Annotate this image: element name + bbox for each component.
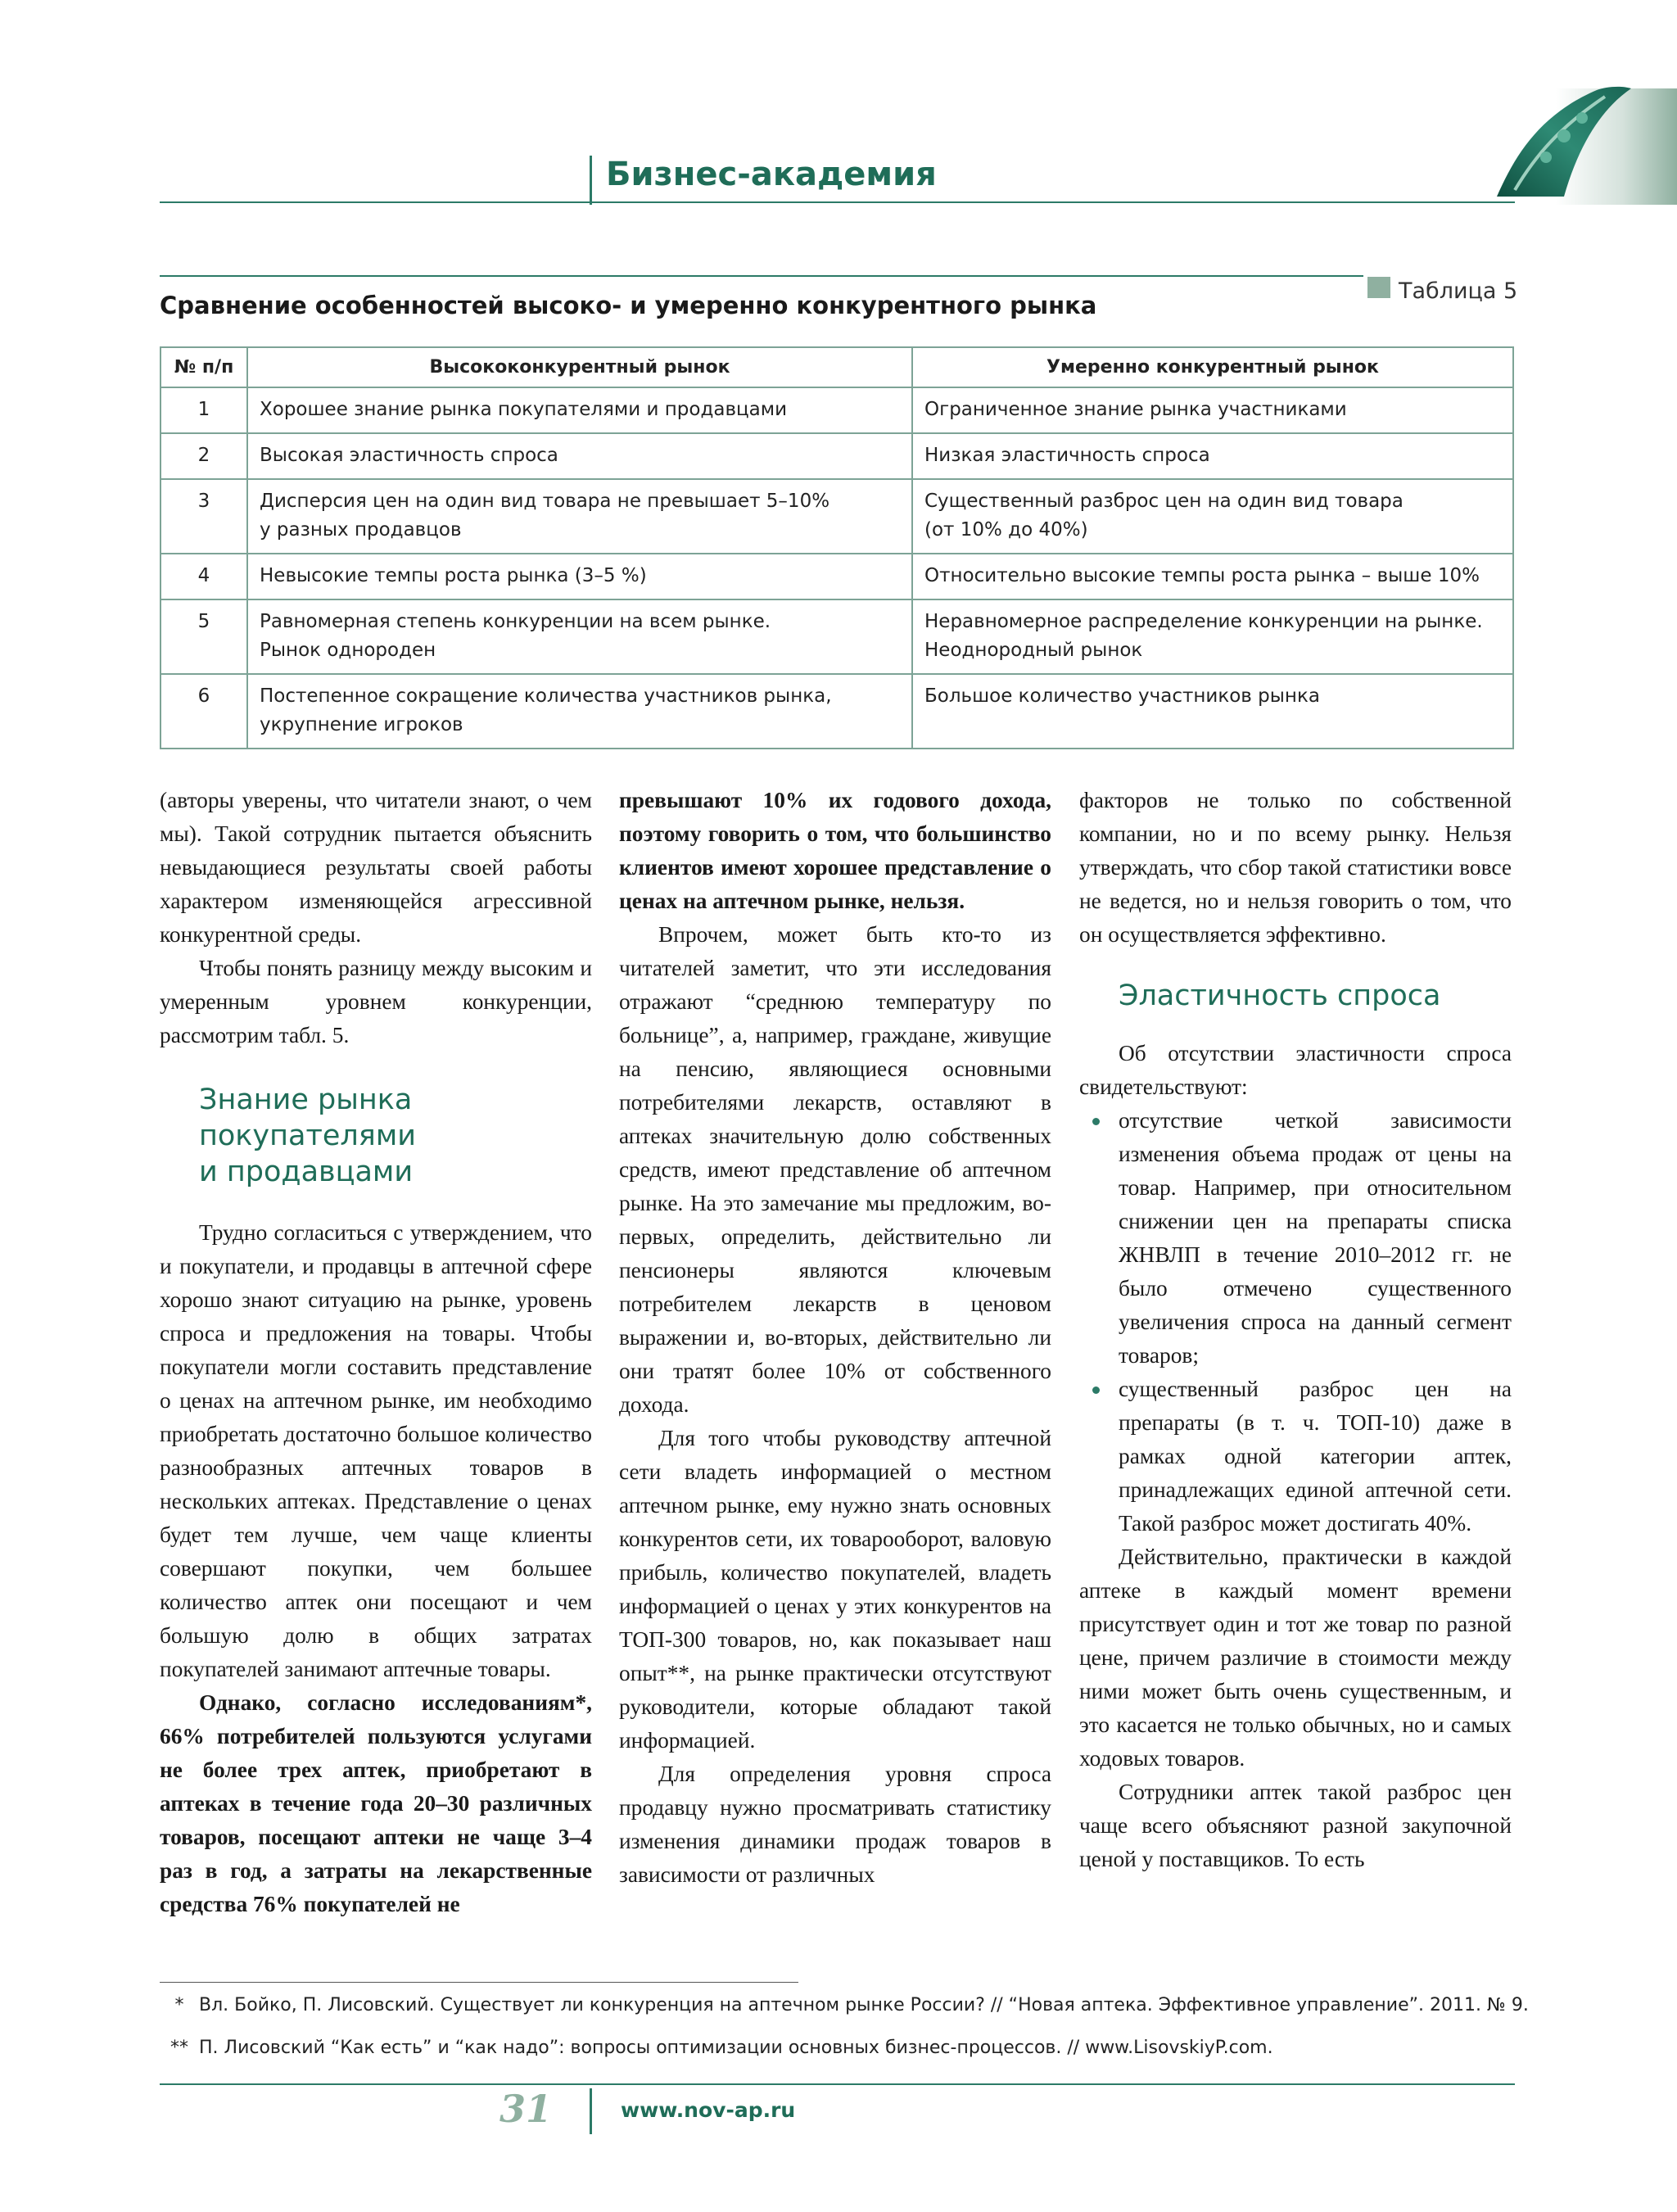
- cell-line: Равномерная степень конкуренции на всем рынке.: [260, 611, 771, 632]
- table-row: [160, 599, 1513, 674]
- site-link[interactable]: www.nov-ap.ru: [621, 2098, 796, 2122]
- bullet-list: [1079, 1104, 1512, 1540]
- header-divider: [590, 156, 592, 205]
- row-number: 4: [160, 554, 247, 599]
- bold-paragraph: [619, 784, 1051, 918]
- paragraph: Сотрудники аптек такой разброс цен чаще всего объясняют разной закупочной ценой у поставщиков. То есть: [1079, 1780, 1512, 1871]
- section-title: Бизнес-академия: [606, 156, 937, 193]
- bold-text: Однако, согласно исследованиям*, 66% потребителей пользуются услугами не более трех аптек, приобретают в аптеках в течение года 20–30 различных товаров, посещают аптеки не чаще 3–4 раз в год, а затраты на лекарственные средства 76% покупателей не: [160, 1690, 592, 1916]
- table-label: Таблица 5: [1399, 278, 1518, 304]
- moderate-cell: [912, 433, 1513, 479]
- bold-text: превышают 10% их годового дохода, поэтому говорить о том, что большинство клиентов имеют хорошее представление о ценах на аптечном рынке, нельзя.: [619, 788, 1051, 913]
- heading-line: и продавцами: [199, 1156, 414, 1188]
- cell-line: Существенный разброс цен на один вид товара: [924, 491, 1404, 512]
- text-column-3: [1079, 784, 1512, 1876]
- list-item: существенный разброс цен на препараты (в т. ч. ТОП-10) даже в рамках одной категории аптек, принадлежащих единой аптечной сети. Такой разброс может достигать 40%.: [1079, 1373, 1512, 1540]
- row-number: 3: [160, 479, 247, 554]
- high-cell: [247, 599, 912, 674]
- cell-line: Низкая эластичность спроса: [924, 445, 1210, 466]
- paragraph: факторов не только по собственной компании, но и по всему рынку. Нельзя утверждать, что сбор такой статистики вовсе не ведется, но и нельзя говорить о том, что он осуществляется эффективно.: [1079, 788, 1512, 947]
- footnote-text: Вл. Бойко, П. Лисовский. Существует ли конкуренция на аптечном рынке России? // “Новая аптека. Эффективное управление”. 2011. № 9.: [199, 1995, 1529, 2015]
- paragraph: Чтобы понять разницу между высоким и умеренным уровнем конкуренции, рассмотрим табл. 5.: [160, 956, 592, 1047]
- paragraph: (авторы уверены, что читатели знают, о чем мы). Такой сотрудник пытается объяснить невыдающиеся результаты своей работы характером изменяющейся агрессивной конкурентной среды.: [160, 788, 592, 947]
- table-title: Сравнение особенностей высоко- и умеренно конкурентного рынка: [160, 292, 1097, 319]
- row-number: 6: [160, 674, 247, 749]
- cell-line: Ограниченное знание рынка участниками: [924, 399, 1347, 420]
- footnote-mark: *: [174, 1995, 184, 2015]
- cell-line: Относительно высокие темпы роста рынка – выше 10%: [924, 565, 1480, 586]
- footnote: [160, 1995, 1529, 2015]
- footnote-rule: [160, 1982, 798, 1983]
- high-cell: [247, 387, 912, 433]
- cell-line: Постепенное сокращение количества участников рынка,: [260, 685, 832, 707]
- heading-line: покупателями: [199, 1120, 416, 1152]
- table-row: [160, 433, 1513, 479]
- column-header-number: № п/п: [160, 347, 247, 387]
- cell-line: Неоднородный рынок: [924, 640, 1143, 661]
- table-row: [160, 387, 1513, 433]
- text-column-2: [619, 784, 1051, 1892]
- table-row: [160, 554, 1513, 599]
- paragraph: Трудно согласиться с утверждением, что и покупатели, и продавцы в аптечной сфере хорошо знают ситуацию на рынке, уровень спроса и предложения на товары. Чтобы покупатели могли составить представление о ценах на аптечном рынке, им необходимо приобретать достаточно большое количество разнообразных аптечных товаров в нескольких аптеках. Представление о ценах будет тем лучше, чем чаще клиенты совершают покупки, чем большее количество аптек они посещают и чем большую долю в общих затратах покупателей занимают аптечные товары.: [160, 1220, 592, 1681]
- column-header-high: Высококонкурентный рынок: [247, 347, 912, 387]
- table-row: [160, 674, 1513, 749]
- table-top-rule: [160, 275, 1363, 277]
- text-column-1: [160, 784, 592, 1921]
- cell-line: Высокая эластичность спроса: [260, 445, 558, 466]
- row-number: 2: [160, 433, 247, 479]
- high-cell: [247, 674, 912, 749]
- paragraph: Впрочем, может быть кто-то из читателей заметит, что эти исследования отражают “среднюю температуру по больнице”, а, например, граждане, живущие на пенсию, являющиеся основными потребителями лекарств, оставляют в аптеках значительную долю собственных средств, имеют представление об аптечном рынке. На это замечание мы предложим, во-первых, определить, действительно ли пенсионеры являются ключевым потребителем лекарств в ценовом выражении и, во-вторых, действительно ли они тратят более 10% от собственного дохода.: [619, 922, 1051, 1417]
- table-header-row: [160, 347, 1513, 387]
- cell-line: Рынок однороден: [260, 640, 436, 661]
- cell-line: укрупнение игроков: [260, 714, 463, 735]
- cell-line: (от 10% до 40%): [924, 519, 1088, 541]
- cell-line: Неравномерное распределение конкуренции на рынке.: [924, 611, 1483, 632]
- high-cell: [247, 479, 912, 554]
- comparison-table: [160, 346, 1514, 749]
- moderate-cell: [912, 479, 1513, 554]
- paragraph: Для определения уровня спроса продавцу нужно просматривать статистику изменения динамики продаж товаров в зависимости от различных: [619, 1762, 1051, 1887]
- cell-line: Невысокие темпы роста рынка (3–5 %): [260, 565, 647, 586]
- moderate-cell: [912, 674, 1513, 749]
- header-rule: [160, 201, 1515, 203]
- cell-line: Большое количество участников рынка: [924, 685, 1320, 707]
- table-label-marker: [1367, 277, 1390, 298]
- leaf-logo-icon: [1482, 82, 1677, 205]
- footnote: [160, 2038, 1273, 2058]
- list-item: отсутствие четкой зависимости изменения объема продаж от цены на товар. Например, при относительном снижении цен на препараты списка ЖНВЛП в течение 2010–2012 гг. не было отмечено существенного увеличения спроса на данный сегмент товаров;: [1079, 1104, 1512, 1373]
- cell-line: Хорошее знание рынка покупателями и продавцами: [260, 399, 788, 420]
- section-heading-market-knowledge: [199, 1082, 592, 1190]
- moderate-cell: [912, 554, 1513, 599]
- paragraph: Об отсутствии эластичности спроса свидетельствуют:: [1079, 1041, 1512, 1099]
- column-header-moderate: Умеренно конкурентный рынок: [912, 347, 1513, 387]
- heading-line: Знание рынка: [199, 1083, 413, 1116]
- paragraph: Для того чтобы руководству аптечной сети владеть информацией о местном аптечном рынке, ему нужно знать основных конкурентов сети, их товарооборот, валовую прибыль, количество покупателей, владеть информацией о ценах у этих конкурентов на ТОП-300 товаров, но, как показывает наш опыт**, на рынке практически отсутствуют руководители, которые обладают такой информацией.: [619, 1426, 1051, 1753]
- high-cell: [247, 433, 912, 479]
- moderate-cell: [912, 387, 1513, 433]
- footnote-text: П. Лисовский “Как есть” и “как надо”: вопросы оптимизации основных бизнес-процессов. // www.LisovskiyP.com.: [199, 2038, 1273, 2058]
- cell-line: Дисперсия цен на один вид товара не превышает 5–10%: [260, 491, 830, 512]
- row-number: 1: [160, 387, 247, 433]
- footer-rule: [160, 2083, 1515, 2085]
- footer-divider: [590, 2088, 592, 2134]
- bold-paragraph: [160, 1686, 592, 1921]
- moderate-cell: [912, 599, 1513, 674]
- paragraph: Действительно, практически в каждой аптеке в каждый момент времени присутствует один и тот же товар по разной цене, причем различие в стоимости между ними может быть очень существенным, и это касается не только обычных, но и самых ходовых товаров.: [1079, 1545, 1512, 1771]
- table-row: [160, 479, 1513, 554]
- cell-line: у разных продавцов: [260, 519, 462, 541]
- row-number: 5: [160, 599, 247, 674]
- high-cell: [247, 554, 912, 599]
- footnote-mark: **: [170, 2038, 188, 2058]
- page-number: 31: [499, 2087, 553, 2131]
- section-heading-elasticity: Эластичность спроса: [1119, 979, 1441, 1012]
